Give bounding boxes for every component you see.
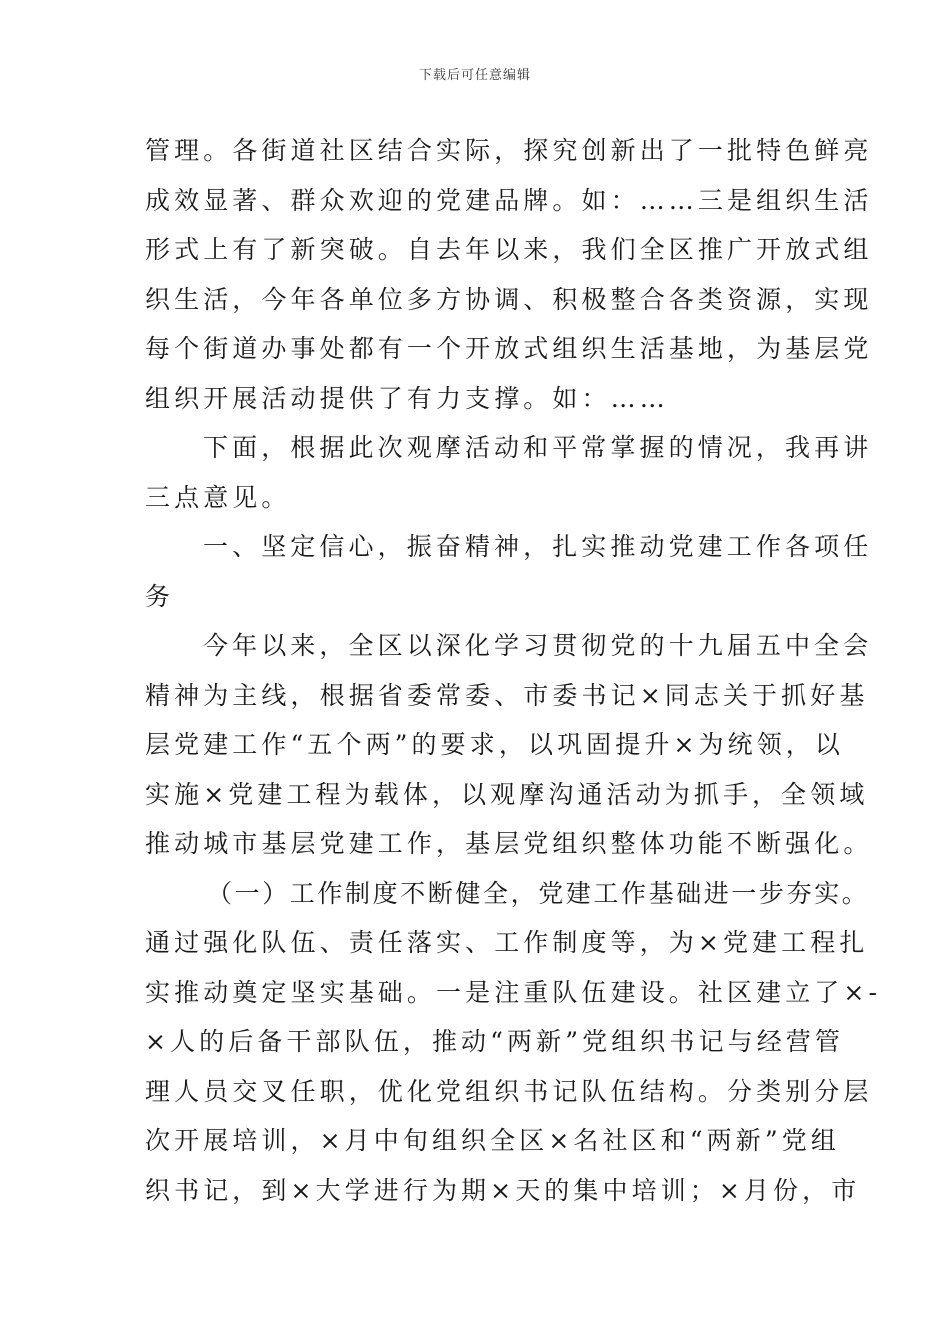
text-line: 次开展培训，×月中旬组织全区×名社区和“两新”党组 — [145, 1126, 840, 1155]
text-line: 实推动奠定坚实基础。一是注重队伍建设。社区建立了×- — [145, 977, 881, 1007]
text-line: 三点意见。 — [145, 482, 291, 512]
document-body — [145, 126, 881, 1215]
text-line: 理人员交叉任职，优化党组织书记队伍结构。分类别分层 — [145, 1076, 873, 1106]
page-header-note: 下载后可任意编辑 — [418, 68, 531, 83]
text-line: 组织开展活动提供了有力支撑。如：…… — [145, 383, 669, 413]
text-line: 通过强化队伍、责任落实、工作制度等，为×党建工程扎 — [145, 928, 869, 957]
text-line: 管理。各街道社区结合实际，探究创新出了一批特色鲜亮 — [145, 136, 873, 165]
text-line: 务 — [145, 581, 175, 611]
text-line: 层党建工作“五个两”的要求，以巩固提升×为统领，以 — [145, 730, 845, 759]
text-line: 下面，根据此次观摩活动和平常掌握的情况，我再讲 — [203, 433, 873, 462]
text-line: ×人的后备干部队伍，推动“两新”党组织书记与经营管 — [145, 1027, 845, 1056]
text-line: （一）工作制度不断健全，党建工作基础进一步夯实。 — [207, 878, 870, 908]
text-line: 形式上有了新突破。自去年以来，我们全区推广开放式组 — [145, 235, 873, 264]
text-line: 精神为主线，根据省委常委、市委书记×同志关于抓好基 — [145, 680, 869, 710]
text-line: 今年以来，全区以深化学习贯彻党的十九届五中全会 — [203, 631, 873, 660]
text-line: 推动城市基层党建工作，基层党组织整体功能不断强化。 — [145, 829, 873, 858]
text-line: 织书记，到×大学进行为期×天的集中培训；×月份，市 — [145, 1175, 861, 1205]
text-line: 实施×党建工程为载体，以观摩沟通活动为抓手，全领域 — [145, 779, 869, 809]
text-line: 成效显著、群众欢迎的党建品牌。如：……三是组织生活 — [145, 185, 873, 215]
text-line: 每个街道办事处都有一个开放式组织生活基地，为基层党 — [145, 334, 873, 363]
text-line: 一、坚定信心，振奋精神，扎实推动党建工作各项任 — [203, 532, 873, 561]
text-line: 织生活，今年各单位多方协调、积极整合各类资源，实现 — [145, 284, 873, 314]
